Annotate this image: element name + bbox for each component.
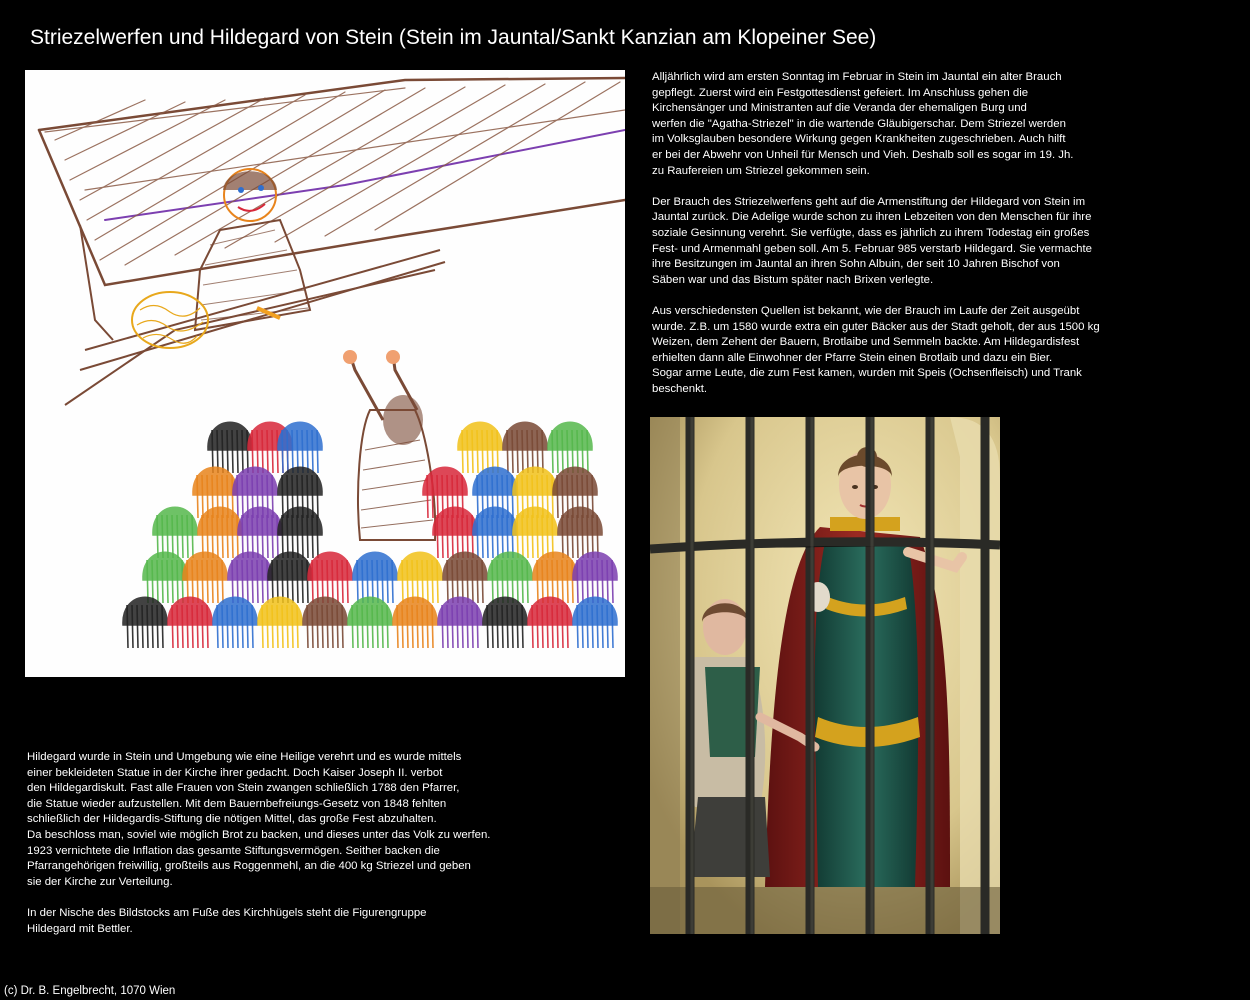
text-line: Säben war und das Bistum später nach Brixen verlegte. [652, 273, 934, 286]
crowd-head [213, 597, 257, 625]
text-line: In der Nische des Bildstocks am Fuße des Kirchhügels steht die Figurengruppe [27, 906, 427, 919]
crowd-head [233, 467, 277, 495]
statue-photo-svg [650, 417, 1000, 934]
crowd-head [123, 597, 167, 625]
veranda-railing [65, 225, 445, 405]
veranda-roof [39, 78, 625, 285]
crowd-head [193, 467, 237, 495]
text-line: Kirchensänger und Ministranten auf die Veranda der ehemaligen Burg und [652, 102, 1027, 115]
crowd-head [488, 552, 532, 580]
text-line: Alljährlich wird am ersten Sonntag im Februar in Stein im Jauntal ein alter Brauch [652, 71, 1062, 83]
right-paragraph-1 [652, 70, 1142, 179]
crowd-head [513, 507, 557, 535]
text-line: Fest- und Armenmahl geben soll. Am 5. Februar 985 verstarb Hildegard. Sie vermachte [652, 242, 1093, 255]
text-line: erhielten dann alle Einwohner der Pfarre Stein einen Brotlaib und dazu ein Bier. [652, 351, 1053, 364]
text-line: Pfarrangehörigen freiwillig, großteils aus Roggenmehl, an die 400 kg Striezel und geben [27, 860, 471, 873]
crowd-head [278, 507, 322, 535]
crowd-head [228, 552, 272, 580]
text-line: Weizen, dem Zehent der Bauern, Brotlaibe und Semmeln backte. Am Hildegardisfest [652, 336, 1080, 349]
crowd-head [238, 507, 282, 535]
left-paragraph-2 [27, 906, 527, 937]
crayon-drawing-svg [25, 70, 625, 677]
left-paragraph-1 [27, 750, 527, 890]
crowd-head [258, 597, 302, 625]
crowd-head [308, 552, 352, 580]
crowd-head [558, 507, 602, 535]
right-text-block [652, 70, 1142, 397]
text-line: Hildegard mit Bettler. [27, 922, 133, 935]
child-drawing-image [25, 70, 625, 677]
crowd-head [183, 552, 227, 580]
crowd-head [438, 597, 482, 625]
crowd-head [168, 597, 212, 625]
text-line: Hildegard wurde in Stein und Umgebung wie eine Heilige verehrt und es wurde mittels [27, 751, 462, 763]
text-line: Aus verschiedensten Quellen ist bekannt, wie der Brauch im Laufe der Zeit ausgeübt [652, 304, 1080, 317]
text-line: im Volksglauben besondere Wirkung gegen Krankheiten zugeschrieben. Auch hilft [652, 133, 1066, 146]
crowd-head [573, 597, 617, 625]
text-line: 1923 vernichtete die Inflation das gesamte Stiftungsvermögen. Seither backen die [27, 844, 440, 857]
crowd-head [398, 552, 442, 580]
crowd-head [198, 507, 242, 535]
crowd-head [143, 552, 187, 580]
crowd-head [513, 467, 557, 495]
crowd-head [393, 597, 437, 625]
text-line: den Hildegardiskult. Fast alle Frauen von Stein zwangen schließlich 1788 den Pfarrer, [27, 782, 460, 795]
right-paragraph-2 [652, 195, 1142, 289]
crowd-head [443, 552, 487, 580]
left-text-block [27, 750, 527, 937]
text-line: gepflegt. Zuerst wird ein Festgottesdienst gefeiert. Im Anschluss gehen die [652, 86, 1029, 99]
text-line: beschenkt. [652, 382, 708, 395]
crowd-head [533, 552, 577, 580]
text-line: sie der Kirche zur Verteilung. [27, 875, 173, 888]
text-line: wurde. Z.B. um 1580 wurde extra ein guter Bäcker aus der Stadt geholt, der aus 1500 kg [652, 320, 1100, 333]
text-line: schließlich der Hildegardis-Stiftung die nötigen Mittel, das große Fest abzuhalten. [27, 813, 437, 826]
crowd-head [553, 467, 597, 495]
crowd-head [268, 552, 312, 580]
crowd-group [123, 422, 617, 648]
crowd-head [483, 597, 527, 625]
crowd-head [208, 422, 252, 450]
text-line: Der Brauch des Striezelwerfens geht auf die Armenstiftung der Hildegard von Stein im [652, 195, 1086, 208]
crowd-head [473, 507, 517, 535]
text-line: ihre Besitzungen im Jauntal an ihren Sohn Albuin, der seit 10 Jahren Bischof von [652, 258, 1060, 271]
copyright-notice: (c) Dr. B. Engelbrecht, 1070 Wien [4, 985, 176, 997]
text-line: Jauntal zurück. Die Adelige wurde schon zu ihren Lebzeiten von den Menschen für ihre [652, 211, 1092, 224]
crowd-head [458, 422, 502, 450]
crowd-head [278, 422, 322, 450]
crowd-head [528, 597, 572, 625]
crowd-head [303, 597, 347, 625]
page-title: Striezelwerfen und Hildegard von Stein (Stein im Jauntal/Sankt Kanzian am Klopeiner See) [30, 26, 877, 49]
crowd-head [348, 597, 392, 625]
right-paragraph-3 [652, 304, 1142, 398]
statue-photo [650, 417, 1000, 934]
crowd-head [423, 467, 467, 495]
text-line: Da beschloss man, soviel wie möglich Brot zu backen, und dieses unter das Volk zu werfen. [27, 828, 491, 841]
crowd-head [573, 552, 617, 580]
crowd-head [153, 507, 197, 535]
text-line: soziale Gesinnung verehrt. Sie verfügte, dass es jährlich zu ihrem Todestag ein großes [652, 226, 1090, 239]
text-line: Sogar arme Leute, die zum Fest kamen, wurden mit Speis (Ochsenfleisch) und Trank [652, 367, 1082, 380]
crowd-head [548, 422, 592, 450]
text-line: die Statue wieder aufzustellen. Mit dem Bauernbefreiungs-Gesetz von 1848 fehlten [27, 797, 447, 810]
standing-figure-waving [343, 350, 435, 540]
crowd-head [503, 422, 547, 450]
text-line: zu Raufereien um Striezel gekommen sein. [652, 164, 870, 177]
text-line: werfen die "Agatha-Striezel" in die wartende Gläubigerschar. Dem Striezel werden [652, 117, 1066, 130]
crowd-head [473, 467, 517, 495]
text-line: einer bekleideten Statue in der Kirche ihrer gedacht. Doch Kaiser Joseph II. verbot [27, 766, 443, 779]
crowd-head [353, 552, 397, 580]
crowd-head [433, 507, 477, 535]
text-line: er bei der Abwehr von Unheil für Mensch und Vieh. Deshalb soll es sogar im 19. Jh. [652, 148, 1074, 161]
crowd-head [278, 467, 322, 495]
